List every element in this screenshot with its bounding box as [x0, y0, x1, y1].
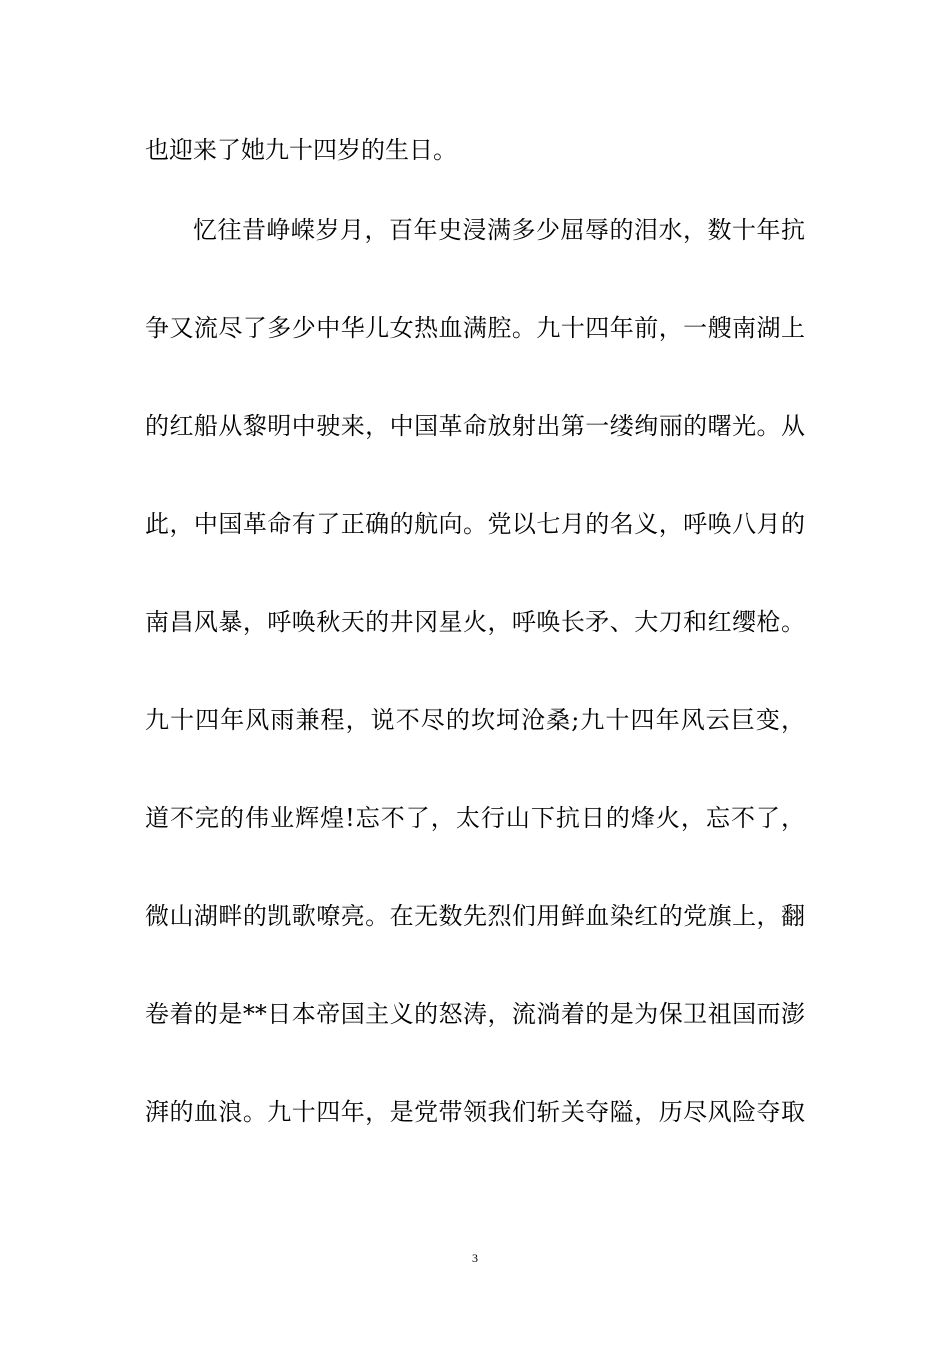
paragraph-line: 南昌风暴，呼唤秋天的井冈星火，呼唤长矛、大刀和红缨枪。: [145, 608, 805, 636]
paragraph-line: 此，中国革命有了正确的航向。党以七月的名义，呼唤八月的: [145, 510, 805, 538]
paragraph-line: 九十四年风雨兼程，说不尽的坎坷沧桑;九十四年风云巨变，: [145, 706, 805, 734]
paragraph-line: 争又流尽了多少中华儿女热血满腔。九十四年前，一艘南湖上: [145, 314, 805, 342]
paragraph-line: 也迎来了她九十四岁的生日。: [145, 136, 457, 164]
page-number: 3: [472, 1251, 478, 1265]
paragraph-line: 道不完的伟业辉煌!忘不了，太行山下抗日的烽火，忘不了，: [145, 804, 805, 832]
paragraph-line: 卷着的是**日本帝国主义的怒涛，流淌着的是为保卫祖国而澎: [145, 1000, 805, 1028]
paragraph-line: 忆往昔峥嵘岁月，百年史浸满多少屈辱的泪水，数十年抗: [193, 216, 805, 244]
paragraph-line: 微山湖畔的凯歌嘹亮。在无数先烈们用鲜血染红的党旗上，翻: [145, 902, 805, 930]
paragraph-line: 的红船从黎明中驶来，中国革命放射出第一缕绚丽的曙光。从: [145, 412, 805, 440]
paragraph-line: 湃的血浪。九十四年，是党带领我们斩关夺隘，历尽风险夺取: [145, 1098, 805, 1126]
